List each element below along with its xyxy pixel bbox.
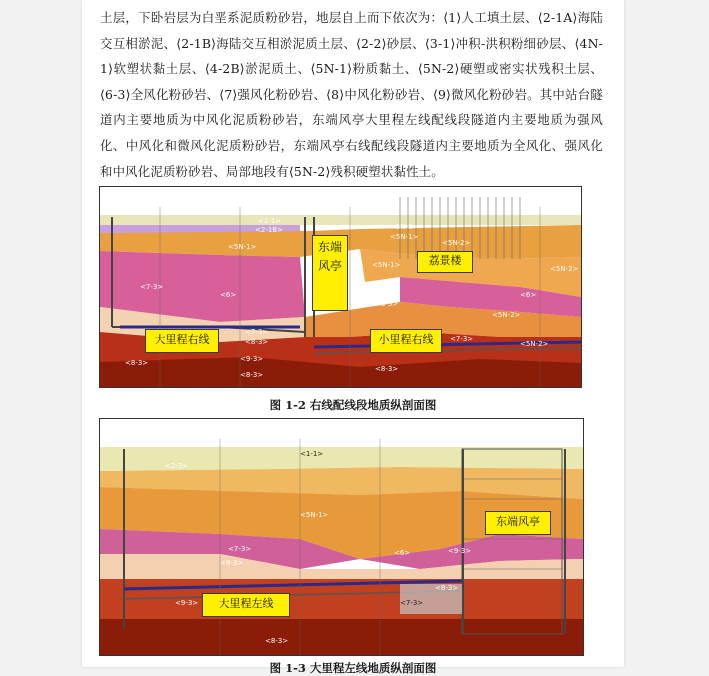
stratum-label: <9-3> (240, 355, 264, 363)
lijing-building-label: 荔景楼 (417, 251, 473, 273)
stratum-label: <2-3> (165, 462, 189, 470)
stratum-label: <8-3> (240, 371, 264, 379)
geologic-section-figure-left-line (99, 418, 584, 656)
stratum-label: <7-3> (228, 545, 252, 553)
stratum-label: <8-3> (375, 300, 399, 308)
figure-1-caption: 图 1-2 右线配线段地质纵剖面图 (269, 398, 437, 412)
stratum-label: <5N-1> (390, 223, 419, 231)
stratum-label: <1-1> (300, 450, 324, 458)
stratum-label: <5N-1> (372, 261, 401, 269)
stratum-label: <7-3> (245, 328, 269, 336)
stratum-label: <5N-1> (228, 243, 257, 251)
stratum-label: <6> (220, 291, 237, 299)
stratum-label: <7-3> (140, 283, 164, 291)
stratum-label: <2-1B> (255, 226, 283, 234)
stratum-label: <5N-2> (550, 265, 579, 273)
east-vent-label: 东端风亭 (312, 235, 348, 311)
dalicheng-left-line-label: 大里程左线 (202, 593, 290, 617)
east-vent-label: 东端风亭 (485, 511, 551, 535)
document-page (82, 0, 624, 675)
stratum-label: <6> (520, 291, 537, 299)
body-paragraph: 土层，下卧岩层为白垩系泥质粉砂岩，地层自上而下依次为：⟨1⟩人工填土层、⟨2-1A⟩海陆交互相淤泥、⟨2-1B⟩海陆交互相淤泥质土层、⟨2-2⟩砂层、⟨3-1⟩冲积-洪积粉细砂层、⟨4N-1⟩软塑状黏土层、⟨4-2B⟩淤泥质土、⟨5N-1⟩粉质黏土、⟨5N-2⟩硬塑或密实状残积土层、⟨6-3⟩全风化粉砂岩、⟨7⟩强风化粉砂岩、⟨8⟩中风化粉砂岩、⟨9⟩微风化粉砂岩。其中站台隧道内主要地质为中风化泥质粉砂岩，东端风亭大里程左线配线段隧道内主要地质为强风化、中风化和微风化泥质粉砂岩，东端风亭右线配线段隧道内主要地质为全风化、强风化和中风化泥质粉砂岩、局部地段有⟨5N-2⟩残积硬塑状黏性土。 (100, 10, 603, 179)
stratum-label: <8-3> (125, 359, 149, 367)
stratum-label: <5N-2> (442, 239, 471, 247)
geologic-section-drawing-2 (100, 419, 583, 655)
stratum-label: <6> (394, 549, 411, 557)
dalicheng-right-line-label: 大里程右线 (145, 329, 219, 353)
stratum-label: <9-3> (448, 547, 472, 555)
stratum-label: <7-3> (450, 335, 474, 343)
stratum-label: <5N-2> (520, 340, 549, 348)
stratum-label: <8-3> (220, 559, 244, 567)
stratum-label: <1-1> (258, 217, 282, 225)
stratum-label: <8-3> (435, 584, 459, 592)
geologic-section-figure-right-line (99, 186, 582, 388)
stratum-label: <5N-2> (492, 311, 521, 319)
stratum-label: <5N-1> (390, 233, 419, 241)
xiaolicheng-right-line-label: 小里程右线 (370, 329, 442, 353)
stratum-label: <9-3> (175, 599, 199, 607)
stratum-label: <7-3> (400, 599, 424, 607)
stratum-label: <8-3> (245, 338, 269, 346)
stratum-label: <8-3> (375, 365, 399, 373)
figure-2-caption: 图 1-3 大里程左线地质纵剖面图 (269, 661, 437, 675)
stratum-label: <5N-1> (300, 511, 329, 519)
stratum-label: <8-3> (265, 637, 289, 645)
